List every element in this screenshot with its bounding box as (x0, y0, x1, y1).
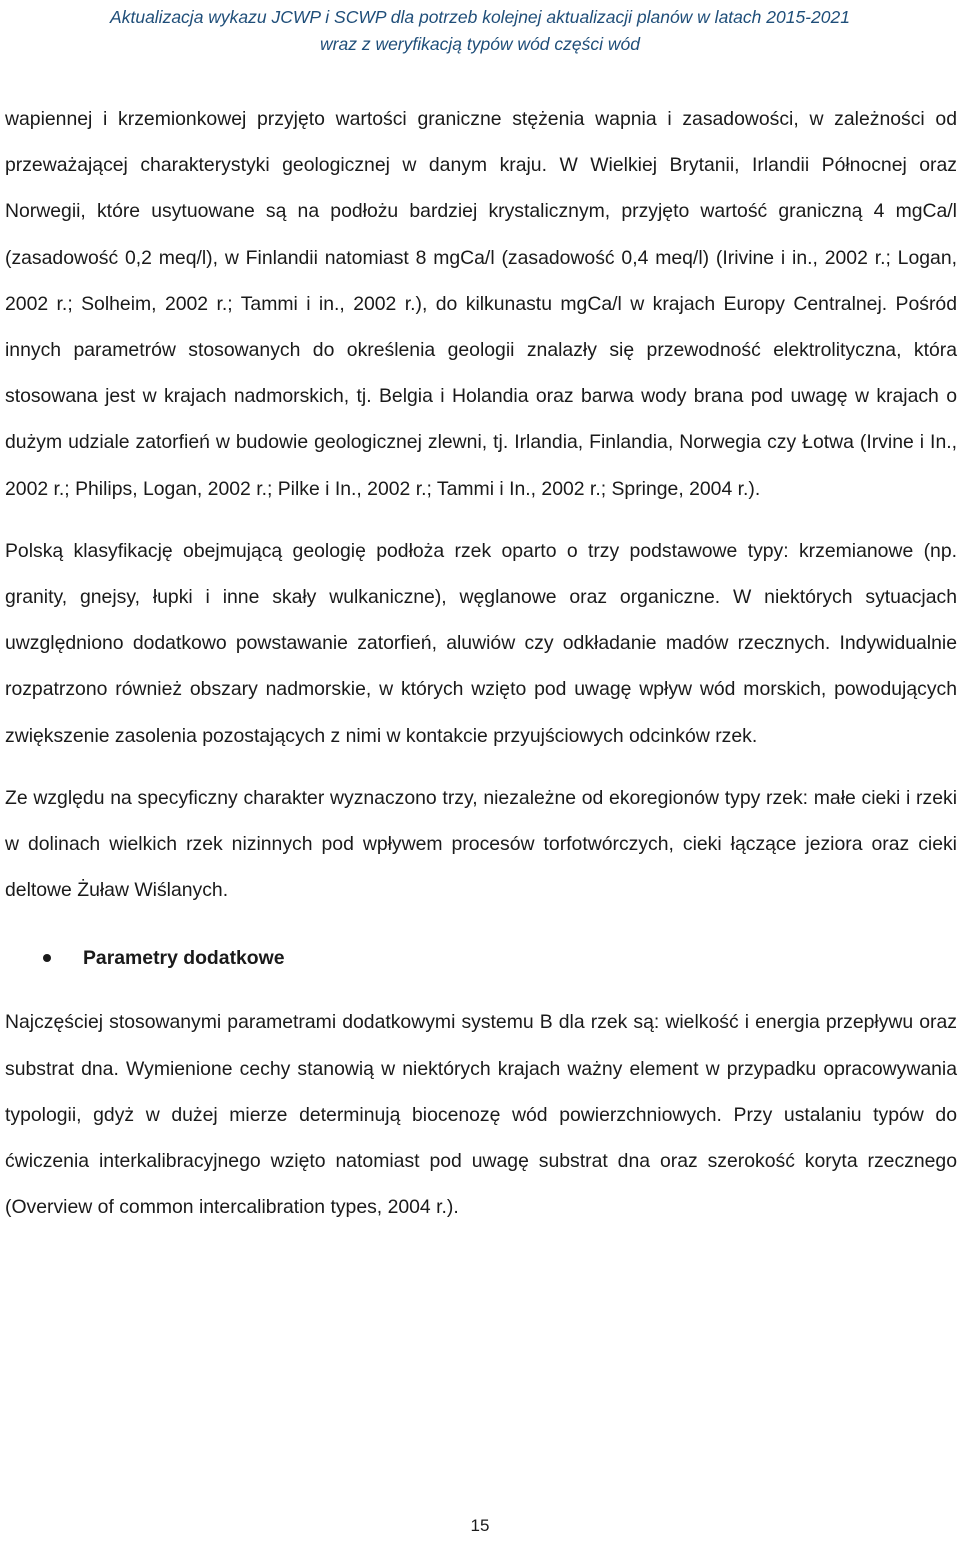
bullet-item-additional-parameters (5, 935, 957, 981)
header-title-line2: wraz z weryfikacją typów wód części wód (320, 34, 640, 54)
document-body (5, 96, 957, 1230)
section-heading: Parametry dodatkowe (83, 947, 285, 970)
paragraph-specific-river-types: Ze względu na specyficzny charakter wyznaczono trzy, niezależne od ekoregionów typy rzek: małe cieki i rzeki w dolinach wielkich rzek nizinnych pod wpływem procesów torfotwórczych, cieki łączące jeziora oraz cieki deltowe Żuław Wiślanych. (5, 786, 957, 902)
paragraph-polish-classification: Polską klasyfikację obejmującą geologię podłoża rzek oparto o trzy podstawowe typy: krzemianowe (np. granity, gnejsy, łupki i inne skały wulkaniczne), węglanowe oraz organiczne. W niektórych sytuacjach uwzględniono dodatkowo powstawanie zatorfień, aluwiów czy odkładanie madów rzecznych. Indywidualnie rozpatrzono również obszary nadmorskie, w których wzięto pod uwagę wpływ wód morskich, powodujących zwiększenie zasolenia pozostających z nimi w kontakcie przyujściowych odcinków rzek. (5, 539, 957, 747)
paragraph-geology-thresholds: wapiennej i krzemionkowej przyjęto wartości graniczne stężenia wapnia i zasadowości, w zależności od przeważającej charakterystyki geologicznej w danym kraju. W Wielkiej Brytanii, Irlandii Północnej oraz Norwegii, które usytuowane są na podłożu bardziej krystalicznym, przyjęto wartość graniczną 4 mgCa/l (zasadowość 0,2 meq/l), w Finlandii natomiast 8 mgCa/l (zasadowość 0,4 meq/l) (Irivine i in., 2002 r.; Logan, 2002 r.; Solheim, 2002 r.; Tammi i in., 2002 r.), do kilkunastu mgCa/l w krajach Europy Centralnej. Pośród innych parametrów stosowanych do określenia geologii znalazły się przewodność elektrolityczna, która stosowana jest w krajach nadmorskich, tj. Belgia i Holandia oraz barwa wody brana pod uwagę w krajach o dużym udziale zatorfień w budowie geologicznej zlewni, tj. Irlandia, Finlandia, Norwegia czy Łotwa (Irvine i In., 2002 r.; Philips, Logan, 2002 r.; Pilke i In., 2002 r.; Tammi i In., 2002 r.; Springe, 2004 r.). (5, 108, 957, 500)
bullet-icon (43, 954, 51, 962)
page-number: 15 (470, 1516, 490, 1535)
header-title-line1: Aktualizacja wykazu JCWP i SCWP dla potrzeb kolejnej aktualizacji planów w latach 2015-2021 (110, 7, 850, 27)
paragraph-additional-parameters: Najczęściej stosowanymi parametrami dodatkowymi systemu B dla rzek są: wielkość i energia przepływu oraz substrat dna. Wymienione cechy stanowią w niektórych krajach ważny element w przypadku opracowywania typologii, gdyż w dużej mierze determinują biocenozę wód powierzchniowych. Przy ustalaniu typów do ćwiczenia interkalibracyjnego wzięto natomiast pod uwagę substrat dna oraz szerokość koryta rzecznego (Overview of common intercalibration types, 2004 r.). (5, 1011, 957, 1219)
page-header (0, 4, 960, 58)
